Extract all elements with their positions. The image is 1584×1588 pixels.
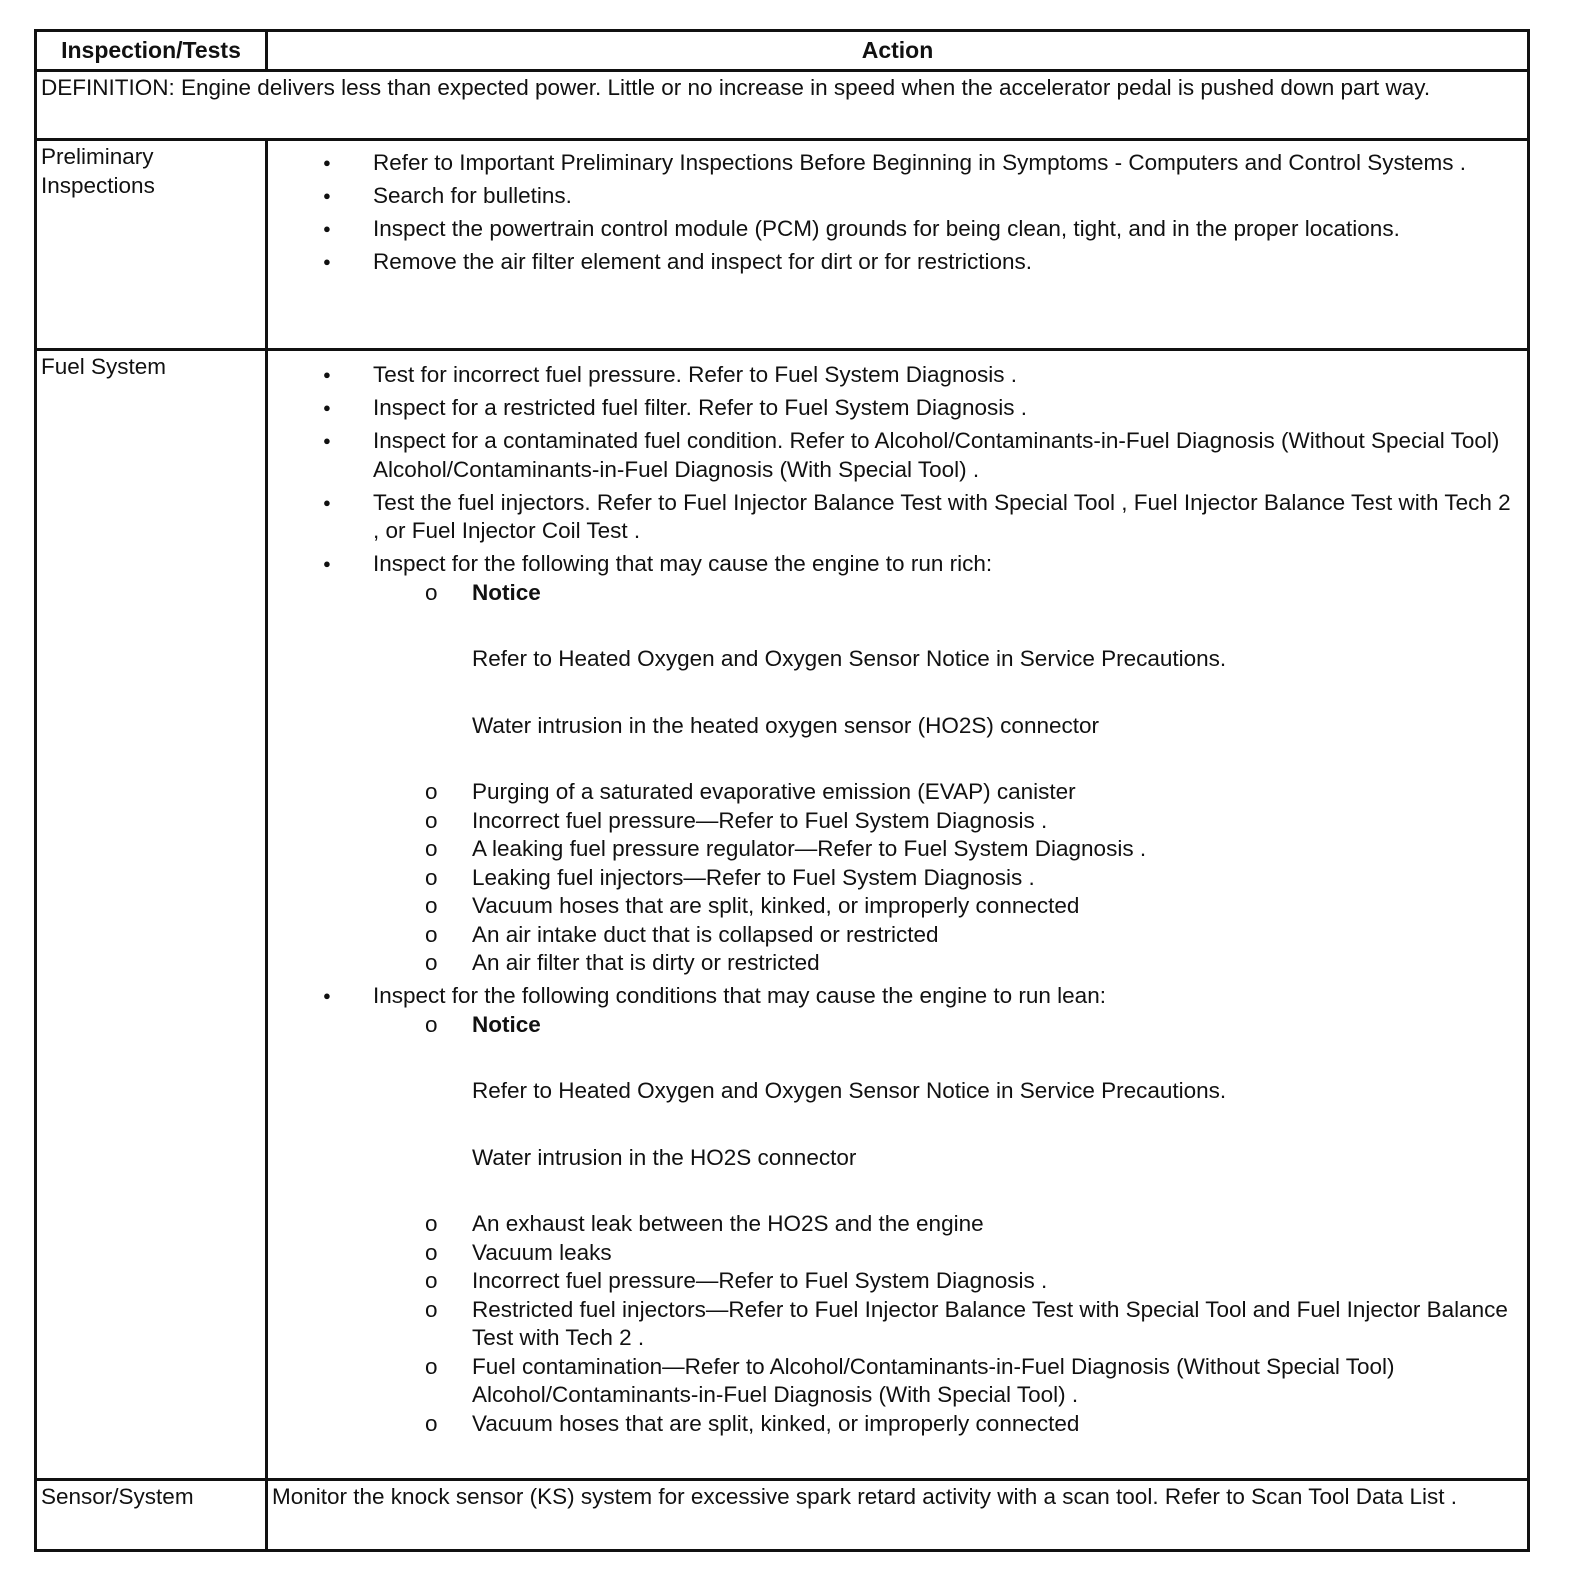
list-item: ● Inspect the powertrain control module (PCM) grounds for being clean, tight, and in the proper locations. bbox=[373, 215, 1523, 244]
header-action: Action bbox=[861, 37, 934, 63]
list-item: ● Test for incorrect fuel pressure. Refer to Fuel System Diagnosis . bbox=[373, 361, 1523, 390]
fuel-system-list bbox=[373, 361, 1523, 1443]
sensor-system-text: Monitor the knock sensor (KS) system for excessive spark retard activity with a scan tool. Refer to Scan Tool Data List . bbox=[272, 1484, 1458, 1509]
sub-list-item: o Purging of a saturated evaporative emission (EVAP) canister bbox=[472, 778, 1523, 807]
notice-item bbox=[472, 1011, 1523, 1173]
notice-text: Refer to Heated Oxygen and Oxygen Sensor Notice in Service Precautions. bbox=[472, 1078, 1227, 1103]
list-item: ● Refer to Important Preliminary Inspections Before Beginning in Symptoms - Computers and Control Systems . bbox=[373, 149, 1523, 178]
sub-list-item: o Fuel contamination—Refer to Alcohol/Contaminants-in-Fuel Diagnosis (Without Special Tool) Alcohol/Contaminants-in-Fuel Diagnosis (With Special Tool) . bbox=[472, 1353, 1523, 1410]
sub-list-item: o Incorrect fuel pressure—Refer to Fuel System Diagnosis . bbox=[472, 1267, 1523, 1296]
sub-list-item: o An exhaust leak between the HO2S and the engine bbox=[472, 1210, 1523, 1239]
notice-item-text: Water intrusion in the heated oxygen sensor (HO2S) connector bbox=[472, 712, 1099, 738]
preliminary-label: Preliminary Inspections bbox=[37, 141, 268, 348]
table-header-row bbox=[37, 32, 1527, 72]
sub-list-item: o A leaking fuel pressure regulator—Refer to Fuel System Diagnosis . bbox=[472, 835, 1523, 864]
preliminary-list bbox=[373, 149, 1523, 281]
list-item-rich bbox=[373, 550, 1523, 978]
sub-list-item: o An air filter that is dirty or restricted bbox=[472, 949, 1523, 978]
diagnostic-table bbox=[34, 29, 1530, 1552]
notice-title: Notice bbox=[472, 1011, 541, 1037]
list-item-lean bbox=[373, 982, 1523, 1438]
sub-list-item: o Vacuum hoses that are split, kinked, or improperly connected bbox=[472, 892, 1523, 921]
rich-intro: Inspect for the following that may cause the engine to run rich: bbox=[373, 551, 993, 576]
definition-row bbox=[37, 72, 1527, 141]
sub-list-item: o Incorrect fuel pressure—Refer to Fuel System Diagnosis . bbox=[472, 807, 1523, 836]
sub-list-item: o Leaking fuel injectors—Refer to Fuel System Diagnosis . bbox=[472, 864, 1523, 893]
lean-intro: Inspect for the following conditions that may cause the engine to run lean: bbox=[373, 983, 1106, 1008]
fuel-system-row bbox=[37, 351, 1527, 1481]
sensor-system-row bbox=[37, 1481, 1527, 1549]
notice-text: Refer to Heated Oxygen and Oxygen Sensor Notice in Service Precautions. bbox=[472, 646, 1227, 671]
list-item: ● Inspect for a contaminated fuel condition. Refer to Alcohol/Contaminants-in-Fuel Diagnosis (Without Special Tool) Alcohol/Contaminants-in-Fuel Diagnosis (With Special Tool) . bbox=[373, 427, 1523, 484]
sub-list-item: o Restricted fuel injectors—Refer to Fuel Injector Balance Test with Special Tool and Fuel Injector Balance Test with Tech 2 . bbox=[472, 1296, 1523, 1353]
fuel-system-label: Fuel System bbox=[37, 351, 268, 1478]
notice-item-text: Water intrusion in the HO2S connector bbox=[472, 1144, 857, 1170]
notice-item bbox=[472, 579, 1523, 741]
list-item: ● Test the fuel injectors. Refer to Fuel Injector Balance Test with Special Tool , Fuel Injector Balance Test with Tech 2 , or Fuel Injector Coil Test . bbox=[373, 489, 1523, 546]
list-item: ● Remove the air filter element and inspect for dirt or for restrictions. bbox=[373, 248, 1523, 277]
list-item: ● Search for bulletins. bbox=[373, 182, 1523, 211]
definition-text: DEFINITION: Engine delivers less than expected power. Little or no increase in speed when the accelerator pedal is pushed down part way. bbox=[41, 75, 1431, 100]
lean-sublist bbox=[472, 1011, 1523, 1439]
preliminary-row bbox=[37, 141, 1527, 351]
header-inspection-tests: Inspection/Tests bbox=[37, 32, 268, 69]
sub-list-item: o Vacuum hoses that are split, kinked, or improperly connected bbox=[472, 1410, 1523, 1439]
sub-list-item: o Vacuum leaks bbox=[472, 1239, 1523, 1268]
sub-list-item: o An air intake duct that is collapsed or restricted bbox=[472, 921, 1523, 950]
sensor-system-label: Sensor/System bbox=[37, 1481, 268, 1549]
rich-sublist bbox=[472, 579, 1523, 978]
list-item: ● Inspect for a restricted fuel filter. Refer to Fuel System Diagnosis . bbox=[373, 394, 1523, 423]
notice-title: Notice bbox=[472, 579, 541, 605]
